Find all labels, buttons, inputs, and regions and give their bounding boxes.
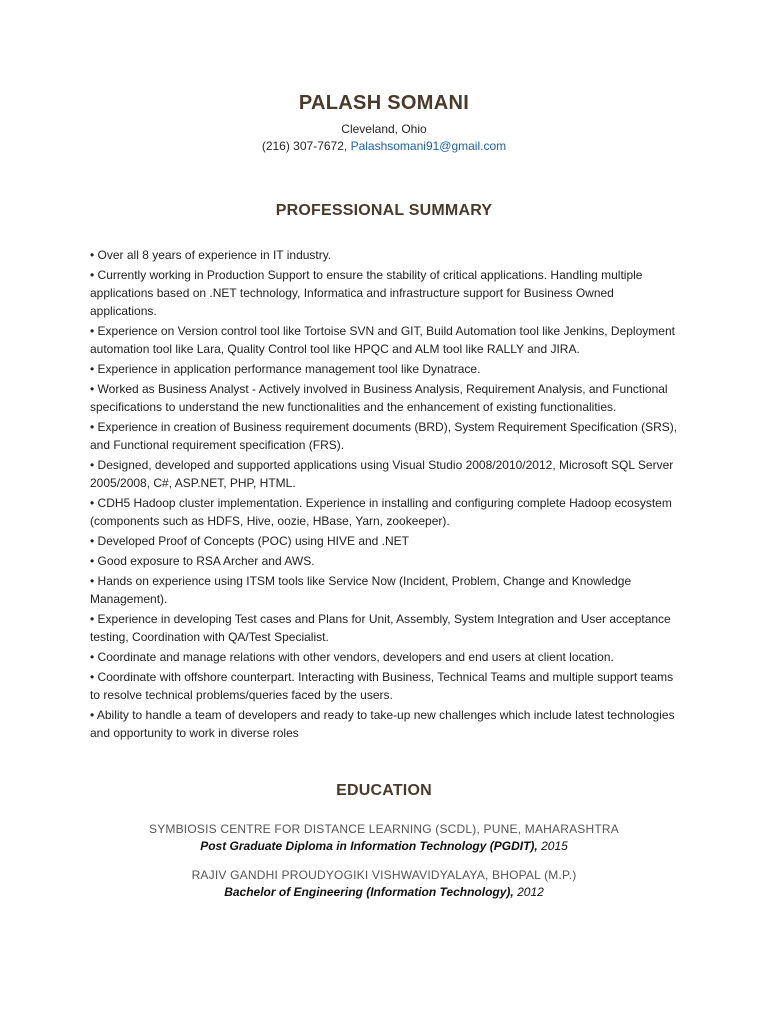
degree-title: Bachelor of Engineering (Information Technology), xyxy=(224,885,514,899)
summary-item: • Experience on Version control tool like Tortoise SVN and GIT, Build Automation tool like Jenkins, Deployment automation tool like Lara, Quality Control tool like HPQC and ALM tool like RALLY and JIRA. xyxy=(90,324,675,356)
summary-item: • Coordinate with offshore counterpart. Interacting with Business, Technical Teams and multiple support teams to resolve technical problems/queries faced by the users. xyxy=(90,670,674,702)
summary-item: • CDH5 Hadoop cluster implementation. Experience in installing and configuring complete Hadoop ecosystem (components such as HDFS, Hive, oozie, HBase, Yarn, zookeeper). xyxy=(90,496,672,528)
summary-item: • Hands on experience using ITSM tools like Service Now (Incident, Problem, Change and Knowledge Management). xyxy=(90,574,632,606)
professional-summary-heading: PROFESSIONAL SUMMARY xyxy=(275,202,493,219)
summary-item: • Worked as Business Analyst - Actively involved in Business Analysis, Requirement Analysis, and Functional specifications to understand the new functionalities and the enhancement of existing functionalities. xyxy=(90,382,668,414)
degree-title: Post Graduate Diploma in Information Technology (PGDIT), xyxy=(200,839,538,853)
summary-item: • Coordinate and manage relations with other vendors, developers and end users at client location. xyxy=(90,650,614,664)
location: Cleveland, Ohio xyxy=(341,122,427,136)
summary-item: • Experience in creation of Business requirement documents (BRD), System Requirement Specification (SRS), and Functional requirement specification (FRS). xyxy=(90,420,678,452)
summary-item: • Over all 8 years of experience in IT industry. xyxy=(90,248,332,262)
school-name: RAJIV GANDHI PROUDYOGIKI VISHWAVIDYALAYA, BHOPAL (M.P.) xyxy=(191,868,577,882)
school-name: SYMBIOSIS CENTRE FOR DISTANCE LEARNING (SCDL), PUNE, MAHARASHTRA xyxy=(149,822,619,836)
summary-item: • Developed Proof of Concepts (POC) using HIVE and .NET xyxy=(90,534,410,548)
contact-line xyxy=(0,139,768,153)
degree-line xyxy=(0,884,768,901)
education-entry xyxy=(0,821,768,855)
summary-item: • Ability to handle a team of developers and ready to take-up new challenges which include latest technologies and opportunity to work in diverse roles xyxy=(90,708,675,740)
summary-list xyxy=(90,246,680,744)
graduation-year: 2012 xyxy=(513,885,544,899)
education-entry xyxy=(0,867,768,901)
summary-item: • Experience in developing Test cases and Plans for Unit, Assembly, System Integration and User acceptance testing, Coordination with QA/Test Specialist. xyxy=(90,612,671,644)
phone-number: (216) 307-7672, xyxy=(261,139,351,153)
email-link[interactable]: Palashsomani91@gmail.com xyxy=(350,139,507,153)
education-heading: EDUCATION xyxy=(336,782,432,799)
summary-item: • Designed, developed and supported applications using Visual Studio 2008/2010/2012, Microsoft SQL Server 2005/2008, C#, ASP.NET, PHP, HTML. xyxy=(90,458,674,490)
summary-item: • Currently working in Production Support to ensure the stability of critical applications. Handling multiple applications based on .NET technology, Informatica and infrastructure support for Business Owned applications. xyxy=(90,268,643,318)
summary-item: • Experience in application performance management tool like Dynatrace. xyxy=(90,362,481,376)
candidate-name: PALASH SOMANI xyxy=(298,92,470,114)
graduation-year: 2015 xyxy=(537,839,568,853)
summary-item: • Good exposure to RSA Archer and AWS. xyxy=(90,554,315,568)
degree-line xyxy=(0,838,768,855)
